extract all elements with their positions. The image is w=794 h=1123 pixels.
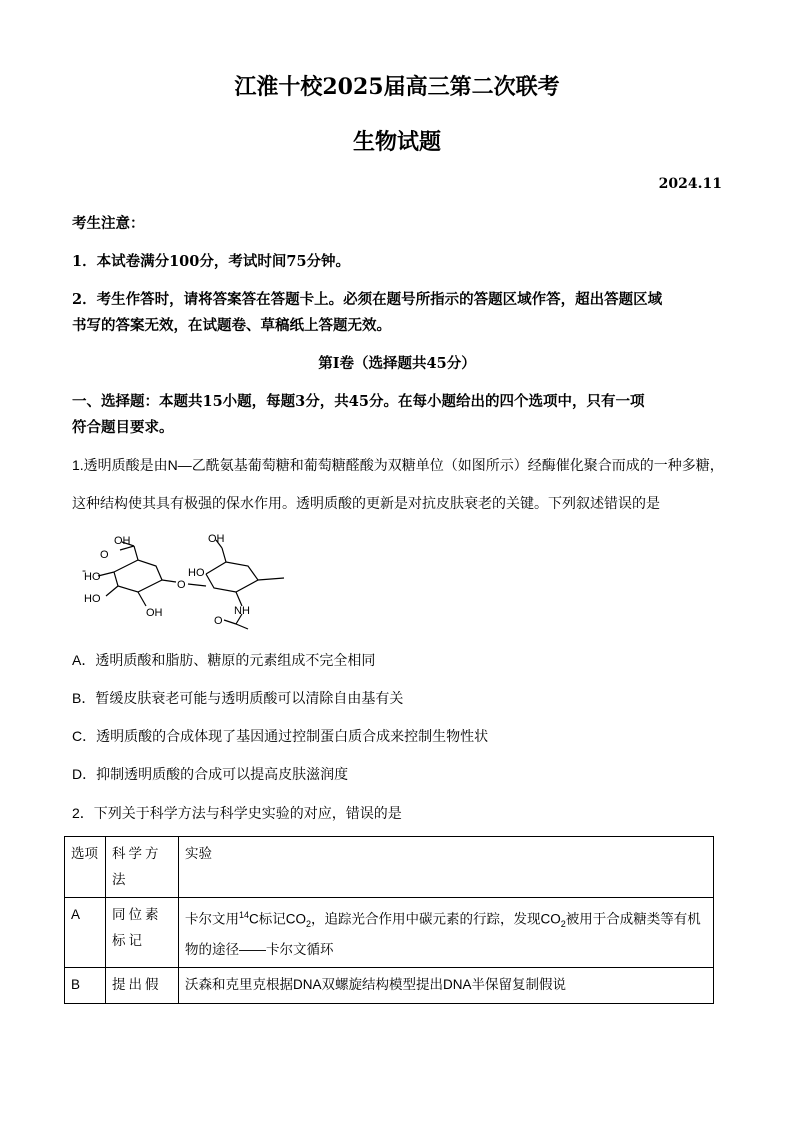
q1-option-b[interactable]: B．暂缓皮肤衰老可能与透明质酸可以清除自由基有关 xyxy=(72,690,404,706)
label-oh-top-1: OH xyxy=(114,535,131,547)
row-b-experiment: 沃森和克里克根据DNA双螺旋结构模型提出DNA半保留复制假说 xyxy=(179,968,714,1004)
q1-option-a[interactable]: A．透明质酸和脂肪、糖原的元素组成不完全相同 xyxy=(72,652,376,668)
section-instructions-line-1: 一、选择题：本题共15小题，每题3分，共45分。在每小题给出的四个选项中，只有一项 xyxy=(72,393,645,410)
row-b-method: 提出假 xyxy=(106,968,179,1004)
table-row-a xyxy=(65,898,714,968)
header-method: 科学方法 xyxy=(106,837,179,898)
q2-table xyxy=(64,836,714,1004)
hyaluronic-acid-disaccharide-structure xyxy=(76,530,296,630)
row-a-exp-part-4: 被用于合成糖类等有机物的途径——卡尔文循环 xyxy=(185,911,701,958)
label-o-left: O xyxy=(100,549,109,561)
row-a-option: A xyxy=(65,898,106,968)
row-a-exp-part-1: 卡尔文用 xyxy=(185,911,239,927)
label-ho-left-2: HO xyxy=(84,593,101,605)
label-ho-mid: HO xyxy=(188,567,205,579)
section-instructions-line-2: 符合题目要求。 xyxy=(72,419,174,436)
label-nh: NH xyxy=(234,605,250,617)
row-a-exp-part-2: C标记CO xyxy=(249,911,307,927)
label-o-bridge: O xyxy=(177,579,186,591)
row-b-option: B xyxy=(65,968,106,1004)
row-a-exp-subscript-1: 2 xyxy=(306,919,312,930)
notice-heading: 考生注意： xyxy=(72,215,145,232)
row-a-experiment xyxy=(179,898,714,968)
label-oh-top-2: OH xyxy=(208,533,225,545)
header-option: 选项 xyxy=(65,837,106,898)
label-ho-left-1: HO xyxy=(84,571,101,583)
exam-title: 江淮十校2025届高三第二次联考 xyxy=(234,74,560,100)
header-experiment: 实验 xyxy=(179,837,714,898)
q1-stem-line-2: 这种结构使其具有极强的保水作用。透明质酸的更新是对抗皮肤衰老的关键。下列叙述错误的是 xyxy=(72,495,660,511)
q1-option-c[interactable]: C．透明质酸的合成体现了基因通过控制蛋白质合成来控制生物性状 xyxy=(72,728,489,744)
exam-date: 2024.11 xyxy=(658,176,722,192)
row-a-method: 同位素标记 xyxy=(106,898,179,968)
row-a-exp-subscript-2: 2 xyxy=(560,919,566,930)
label-oh-bottom: OH xyxy=(146,607,163,619)
row-a-exp-superscript: 14 xyxy=(239,910,250,920)
q1-stem-line-1: 1.透明质酸是由N—乙酰氨基葡萄糖和葡萄糖醛酸为双糖单位（如图所示）经酶催化聚合而成的一种多糖， xyxy=(72,457,724,473)
q2-stem: 2．下列关于科学方法与科学史实验的对应，错误的是 xyxy=(72,805,402,821)
exam-subtitle: 生物试题 xyxy=(352,129,441,155)
row-a-exp-part-3: ，追踪光合作用中碳元素的行踪，发现CO xyxy=(311,911,561,927)
notice-item-2-line-1: 2．考生作答时，请将答案答在答题卡上。必须在题号所指示的答题区域作答，超出答题区域 xyxy=(72,291,663,308)
table-row-b xyxy=(65,968,714,1004)
q1-option-d[interactable]: D．抑制透明质酸的合成可以提高皮肤滋润度 xyxy=(72,766,349,782)
notice-item-1: 1．本试卷满分100分，考试时间75分钟。 xyxy=(72,253,351,270)
notice-item-2-line-2: 书写的答案无效，在试题卷、草稿纸上答题无效。 xyxy=(72,317,391,334)
label-o-acetyl: O xyxy=(214,615,223,627)
section-title: 第Ⅰ卷（选择题共45分） xyxy=(318,355,476,372)
label-charge: - xyxy=(82,563,86,577)
table-header-row xyxy=(65,837,714,898)
